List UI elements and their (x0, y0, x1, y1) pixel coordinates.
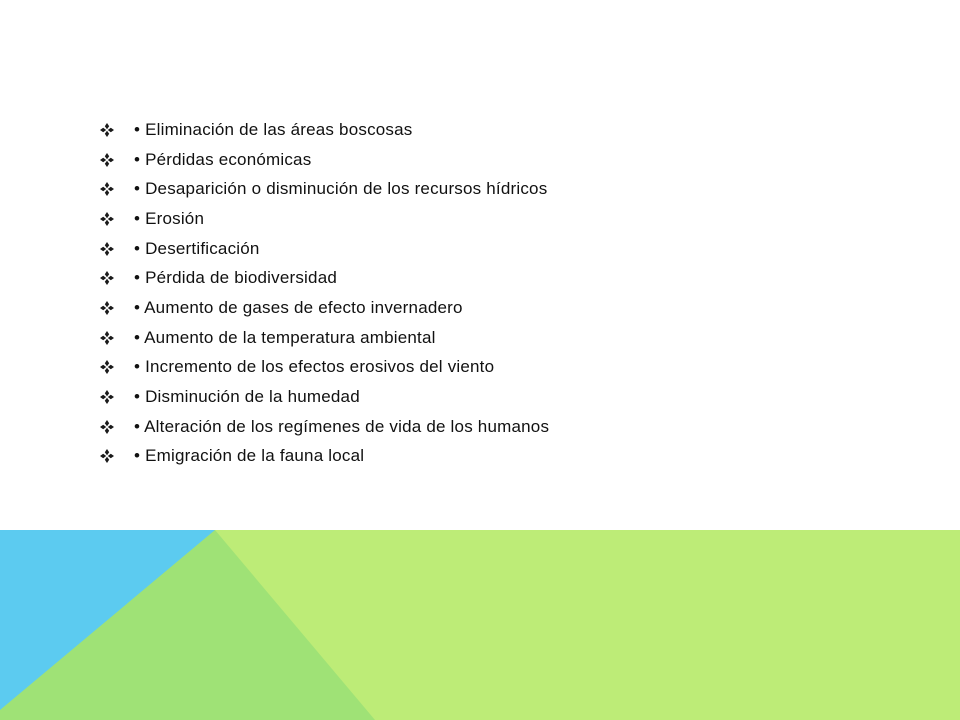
four-diamond-bullet-icon (100, 331, 114, 345)
four-diamond-bullet-icon (100, 123, 114, 137)
list-item-text: • Erosión (134, 208, 205, 228)
four-diamond-bullet-icon (100, 212, 114, 226)
list-item-text: • Desertificación (134, 238, 260, 258)
list-item-text: • Aumento de gases de efecto invernadero (134, 297, 463, 317)
list-item (100, 323, 860, 353)
bullet-list (100, 115, 860, 471)
list-item (100, 293, 860, 323)
list-item (100, 382, 860, 412)
list-item (100, 412, 860, 442)
list-item-text: • Incremento de los efectos erosivos del viento (134, 357, 495, 377)
list-item (100, 234, 860, 264)
four-diamond-bullet-icon (100, 420, 114, 434)
four-diamond-bullet-icon (100, 271, 114, 285)
list-item (100, 204, 860, 234)
list-item (100, 174, 860, 204)
list-item (100, 145, 860, 175)
list-item-text: • Eliminación de las áreas boscosas (134, 119, 413, 139)
four-diamond-bullet-icon (100, 449, 114, 463)
four-diamond-bullet-icon (100, 242, 114, 256)
list-item-text: • Pérdida de biodiversidad (134, 268, 337, 288)
list-item-text: • Disminución de la humedad (134, 387, 360, 407)
four-diamond-bullet-icon (100, 390, 114, 404)
four-diamond-bullet-icon (100, 182, 114, 196)
four-diamond-bullet-icon (100, 301, 114, 315)
list-item-text: • Pérdidas económicas (134, 149, 312, 169)
list-item-text: • Alteración de los regímenes de vida de los humanos (134, 416, 550, 436)
four-diamond-bullet-icon (100, 360, 114, 374)
list-item-text: • Desaparición o disminución de los recursos hídricos (134, 179, 548, 199)
list-item-text: • Emigración de la fauna local (134, 446, 365, 466)
decorative-footer-band (0, 530, 960, 720)
list-item (100, 353, 860, 383)
list-item-text: • Aumento de la temperatura ambiental (134, 327, 436, 347)
list-item (100, 263, 860, 293)
list-item (100, 442, 860, 472)
four-diamond-bullet-icon (100, 153, 114, 167)
list-item (100, 115, 860, 145)
